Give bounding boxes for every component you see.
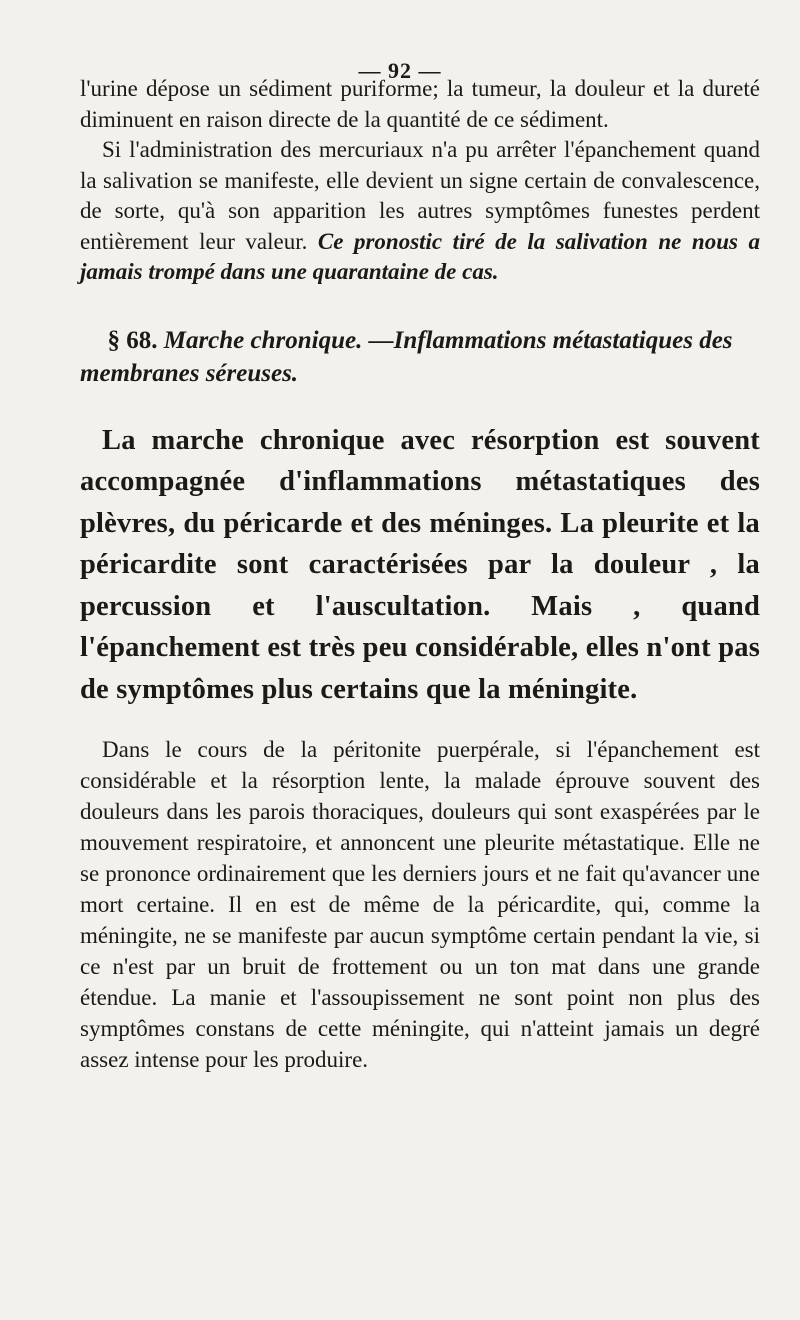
body-text [80,74,760,1075]
paragraph-continuation: l'urine dépose un sédiment puriforme; la tumeur, la douleur et la dureté diminuent en raison directe de la quantité de ce sédiment. [80,76,760,132]
paragraph-peritonitis: Dans le cours de la péritonite puerpérale, si l'épanchement est considérable et la résorption lente, la malade éprouve souvent des douleurs dans les parois thoraciques, douleurs qui sont exaspérées par le mouvement respiratoire, et annoncent une pleurite métastatique. Elle ne se prononce ordinairement que les derniers jours et ne fait qu'avancer une mort certaine. Il en est de même de la péricardite, qui, comme la méningite, ne se manifeste par aucun symptôme certain pendant la vie, si ce n'est par un bruit de frottement ou un ton mat dans une grande étendue. La manie et l'assoupissement ne sont point non plus des symptômes constans de cette méningite, qui n'atteint jamais un degré assez intense pour les produire. [80,737,760,1072]
section-number: § 68. [107,326,164,354]
page-number: — 92 — [358,58,442,83]
paragraph-salivation-text: Si l'administration des mercuriaux n'a pu arrêter l'épanchement quand la salivation se manifeste, elle devient un signe certain de convalescence, de sorte, qu'à son apparition les autres symptômes funestes perdent entièrement leur valeur. [80,137,760,254]
section-heading [80,324,760,390]
paragraph-chronic: La marche chronique avec résorption est souvent accompagnée d'inflammations métastatiques des plèvres, du péricarde et des méninges. La pleurite et la péricardite sont caractérisées par la douleur , la percussion et l'auscultation. Mais , quand l'épanchement est très peu considérable, elles n'ont pas de symptômes plus certains que la méningite. [80,424,760,705]
paragraph-salivation [80,135,760,288]
section-title: Marche chronique. —Inflammations métastatiques des membranes séreuses. [80,326,733,387]
prognosis-emphasis: Ce pronostic tiré de la salivation ne nous a jamais trompé dans une quarantaine de cas. [80,228,760,284]
